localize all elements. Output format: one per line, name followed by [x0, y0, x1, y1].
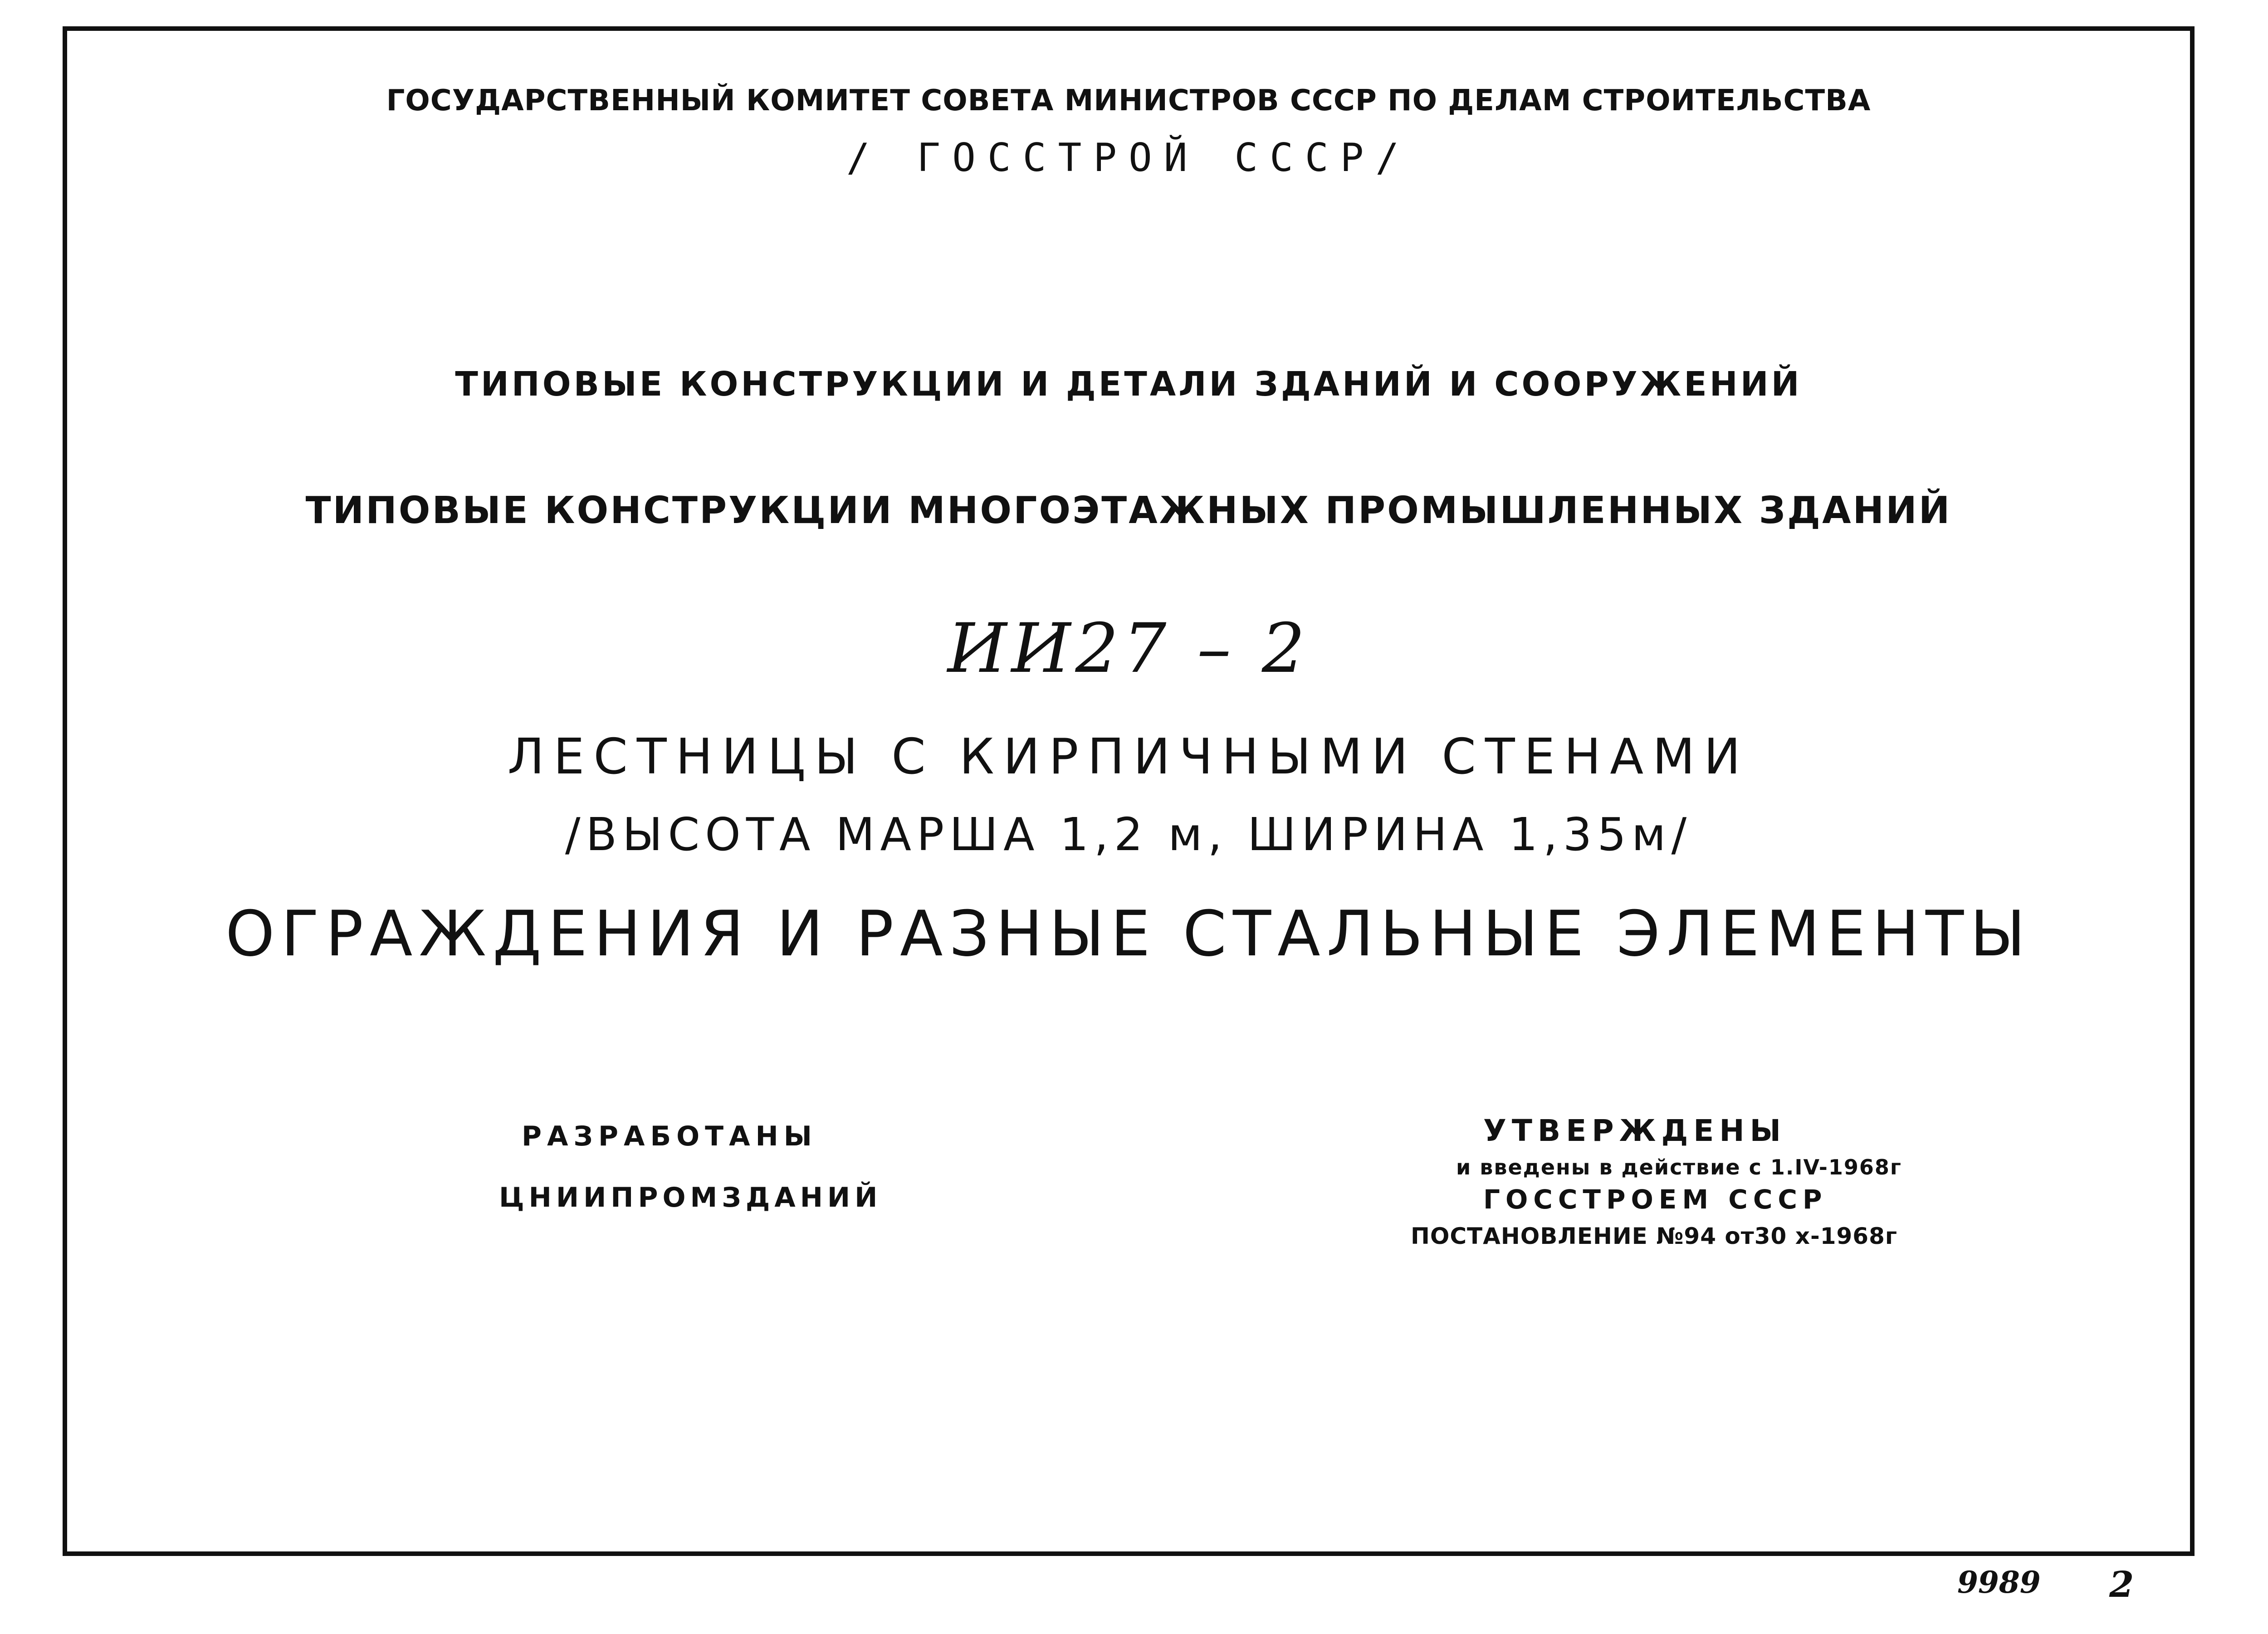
document-code: ИИ27 – 2 — [947, 609, 1310, 688]
approved-introduced: и введены в действие с 1.IV-1968г — [1456, 1155, 1902, 1179]
sheet-code: 9989 — [1957, 1565, 2041, 1600]
gosstroy-heading: / ГОССТРОЙ СССР/ — [846, 135, 1411, 181]
committee-heading: ГОСУДАРСТВЕННЫЙ КОМИТЕТ СОВЕТА МИНИСТРОВ СССР ПО ДЕЛАМ СТРОИТЕЛЬСТВА — [386, 84, 1871, 117]
document-subject: ЛЕСТНИЦЫ С КИРПИЧНЫМИ СТЕНАМИ — [507, 729, 1750, 785]
document-part-title: ОГРАЖДЕНИЯ И РАЗНЫЕ СТАЛЬНЫЕ ЭЛЕМЕНТЫ — [225, 897, 2032, 970]
sheet-number: 2 — [2109, 1564, 2134, 1605]
approval-decree: ПОСТАНОВЛЕНИЕ №94 от30 х-1968г — [1411, 1223, 1897, 1249]
series-title-industrial: ТИПОВЫЕ КОНСТРУКЦИИ МНОГОЭТАЖНЫХ ПРОМЫШЛЕННЫХ ЗДАНИЙ — [305, 489, 1952, 532]
developer-organization: ЦНИИПРОМЗДАНИЙ — [499, 1182, 882, 1213]
series-title-general: ТИПОВЫЕ КОНСТРУКЦИИ И ДЕТАЛИ ЗДАНИЙ И СООРУЖЕНИЙ — [455, 365, 1802, 404]
developed-label: РАЗРАБОТАНЫ — [522, 1120, 817, 1152]
approver-organization: ГОССТРОЕМ СССР — [1483, 1184, 1828, 1215]
drawing-frame — [63, 26, 2195, 1556]
document-parameters: /ВЫСОТА МАРША 1,2 м, ШИРИНА 1,35м/ — [565, 808, 1692, 861]
approved-label: УТВЕРЖДЕНЫ — [1483, 1113, 1786, 1148]
